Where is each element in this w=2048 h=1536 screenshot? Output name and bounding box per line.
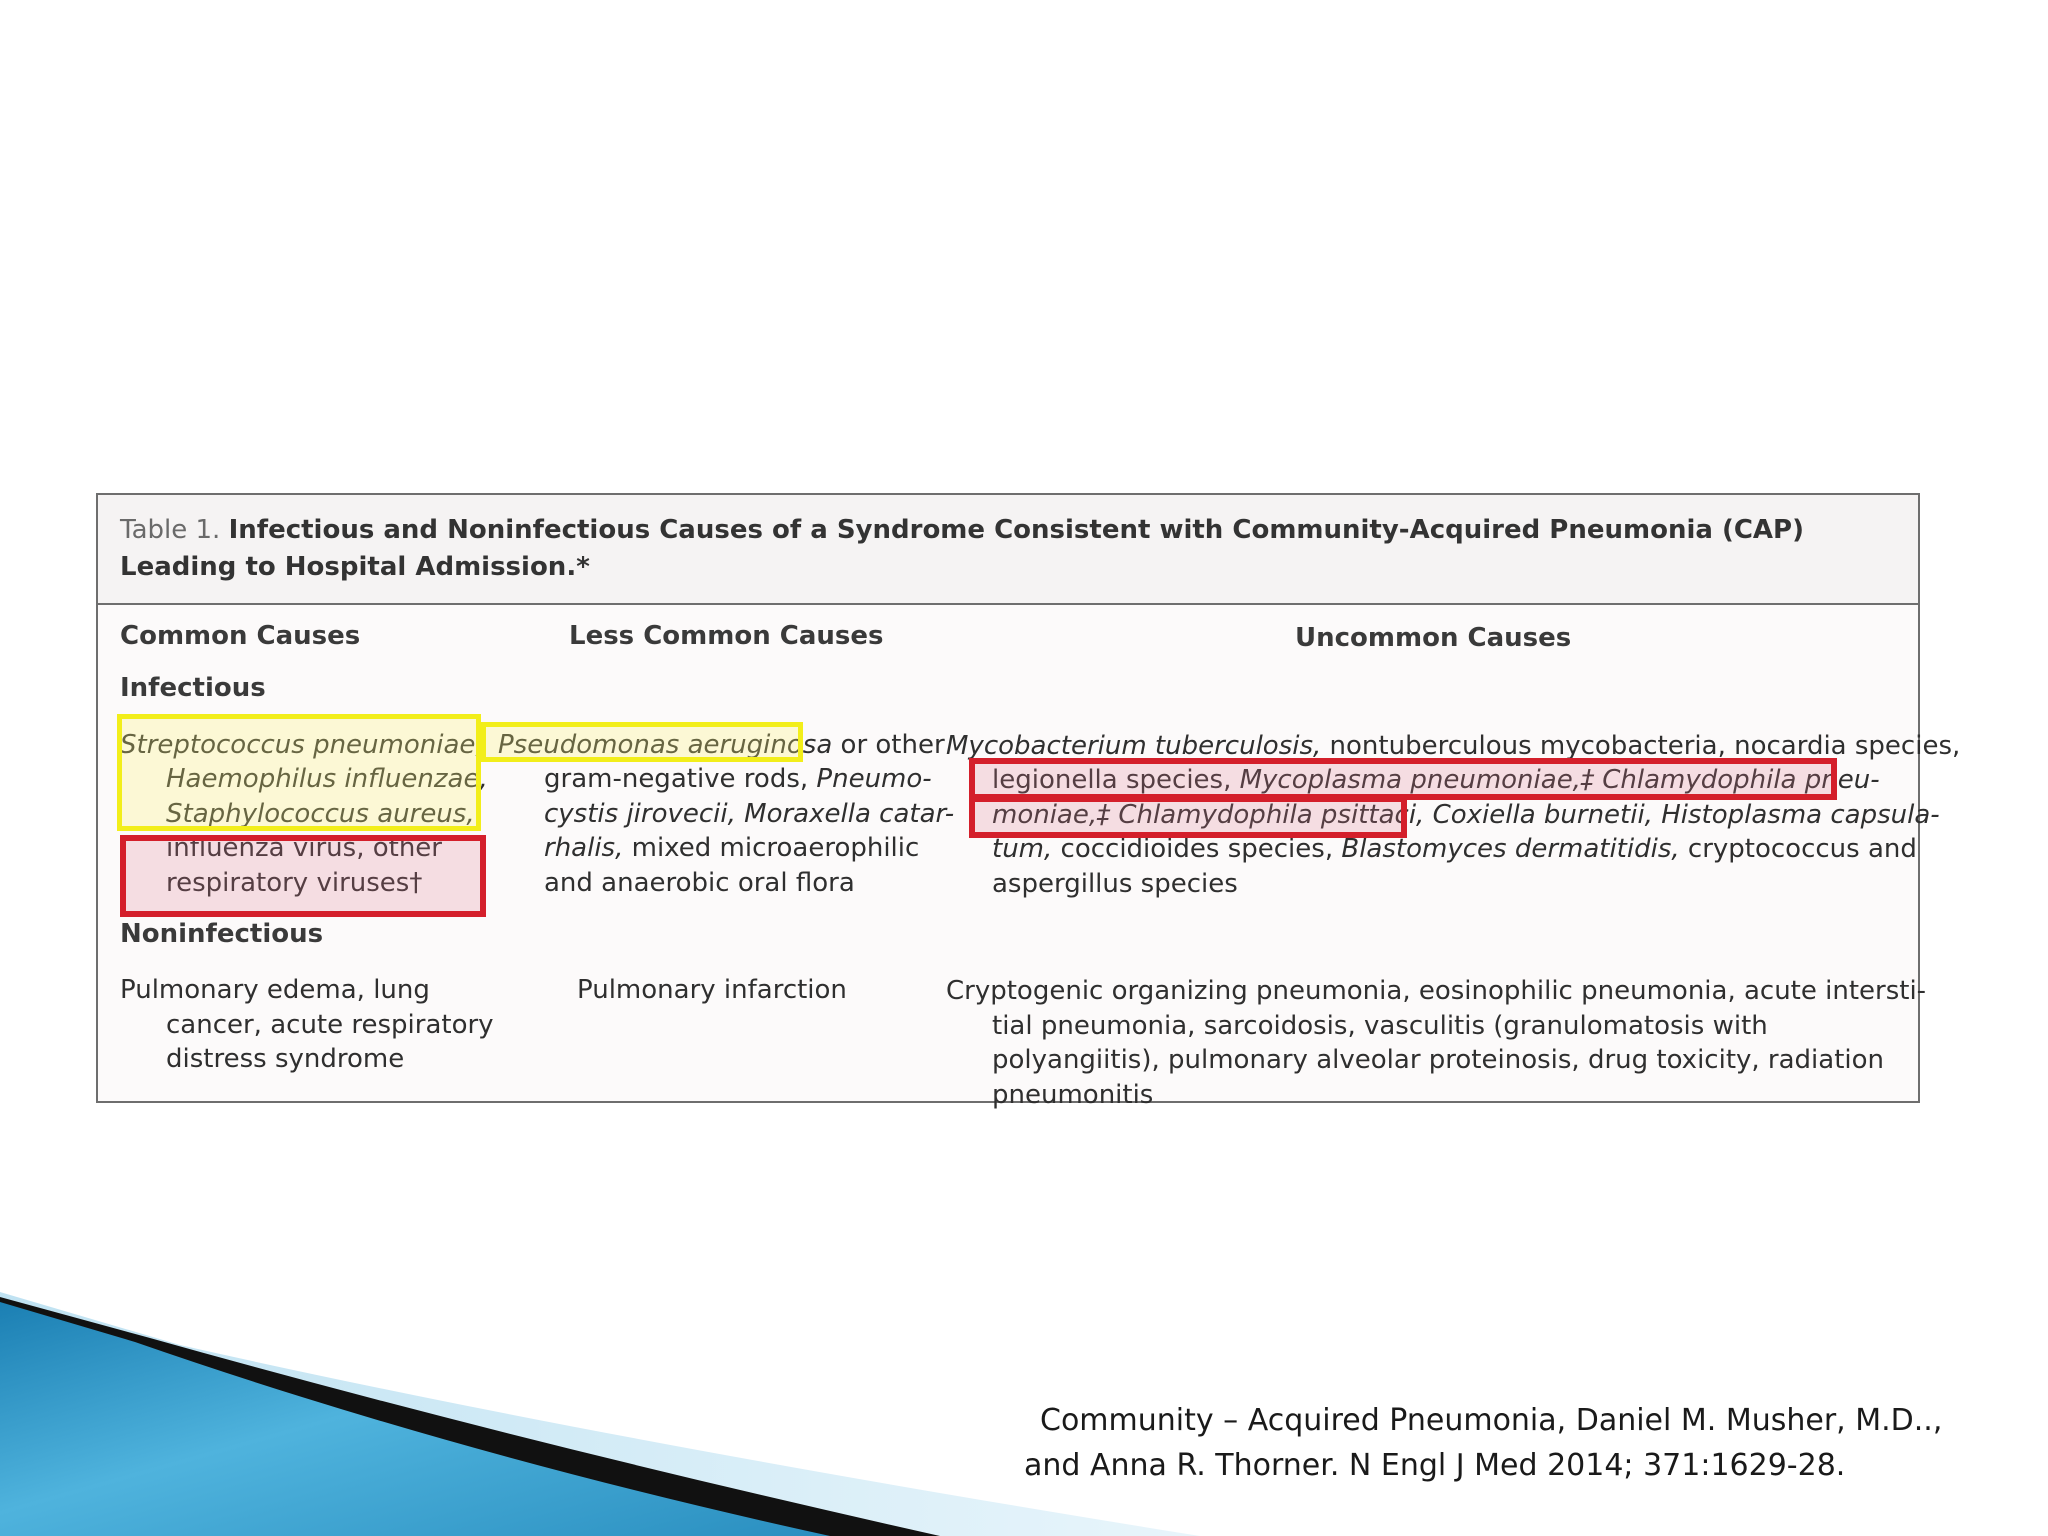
text-line: Streptococcus pneumoniae, <box>120 730 484 760</box>
organism-name: Blastomyces dermatitidis, <box>1341 834 1680 864</box>
text-fragment: mixed microaerophilic <box>623 833 920 863</box>
organism-name: tum, <box>992 834 1053 864</box>
text-fragment: or other <box>832 730 945 760</box>
text-line: moniae,‡ Chlamydophila psittaci, Coxiella burnetii, Histoplasma capsula- <box>992 800 1940 830</box>
column-header-less-common: Less Common Causes <box>569 621 884 651</box>
organism-name: cystis jirovecii, <box>544 799 745 829</box>
text-line: Haemophilus influenzae, <box>166 764 488 794</box>
organism-name: Pseudomonas aeruginosa <box>498 730 833 760</box>
citation <box>1024 1398 2024 1488</box>
text-line: respiratory viruses† <box>166 868 423 898</box>
table-caption-title: Infectious and Noninfectious Causes of a Syndrome Consistent with Community-Acquired Pneumonia (CAP) Leading to Hospital Admission.* <box>120 515 1804 582</box>
cell-noninfectious-common: Pulmonary edema, lung cancer, acute respiratory distress syndrome <box>120 975 494 1074</box>
cell-noninfectious-uncommon: Cryptogenic organizing pneumonia, eosinophilic pneumonia, acute intersti-tial pneumonia, sarcoidosis, vasculitis (granulomatosis with polyangiitis), pulmonary alveolar proteinosis, drug toxicity, radiation pneumonitis <box>946 976 1927 1110</box>
text-fragment: coccidioides species, <box>1052 834 1342 864</box>
organism-name: Mycoplasma pneumoniae,‡ Chlamydophila pneu- <box>1239 765 1880 795</box>
cell-noninfectious-less-common: Pulmonary infarction <box>577 975 847 1005</box>
section-noninfectious: Noninfectious <box>120 919 324 949</box>
organism-name: Mycobacterium tuberculosis, <box>946 731 1322 761</box>
citation-line-2: and Anna R. Thorner. N Engl J Med 2014; 371:1629-28. <box>1024 1448 1846 1483</box>
text-line: and anaerobic oral flora <box>544 868 855 898</box>
text-line: Staphylococcus aureus, <box>166 799 475 829</box>
organism-name: Moraxella catar- <box>744 799 955 829</box>
column-header-common: Common Causes <box>120 621 361 651</box>
text-line: influenza virus, other <box>166 833 442 863</box>
text-line: aspergillus species <box>992 869 1238 899</box>
text-fragment: legionella species, <box>992 765 1240 795</box>
text-fragment: gram-negative rods, <box>544 764 817 794</box>
table-caption-label: Table 1. <box>120 515 221 545</box>
text-fragment: nontuberculous mycobacteria, nocardia species, <box>1321 731 1961 761</box>
section-infectious: Infectious <box>120 673 266 703</box>
text-fragment: cryptococcus and <box>1679 834 1917 864</box>
organism-name: Pneumo- <box>816 764 932 794</box>
column-header-uncommon: Uncommon Causes <box>1295 623 1572 653</box>
citation-line-1: Community – Acquired Pneumonia, Daniel M. Musher, M.D.., <box>1040 1403 1943 1438</box>
organism-name: rhalis, <box>544 833 624 863</box>
